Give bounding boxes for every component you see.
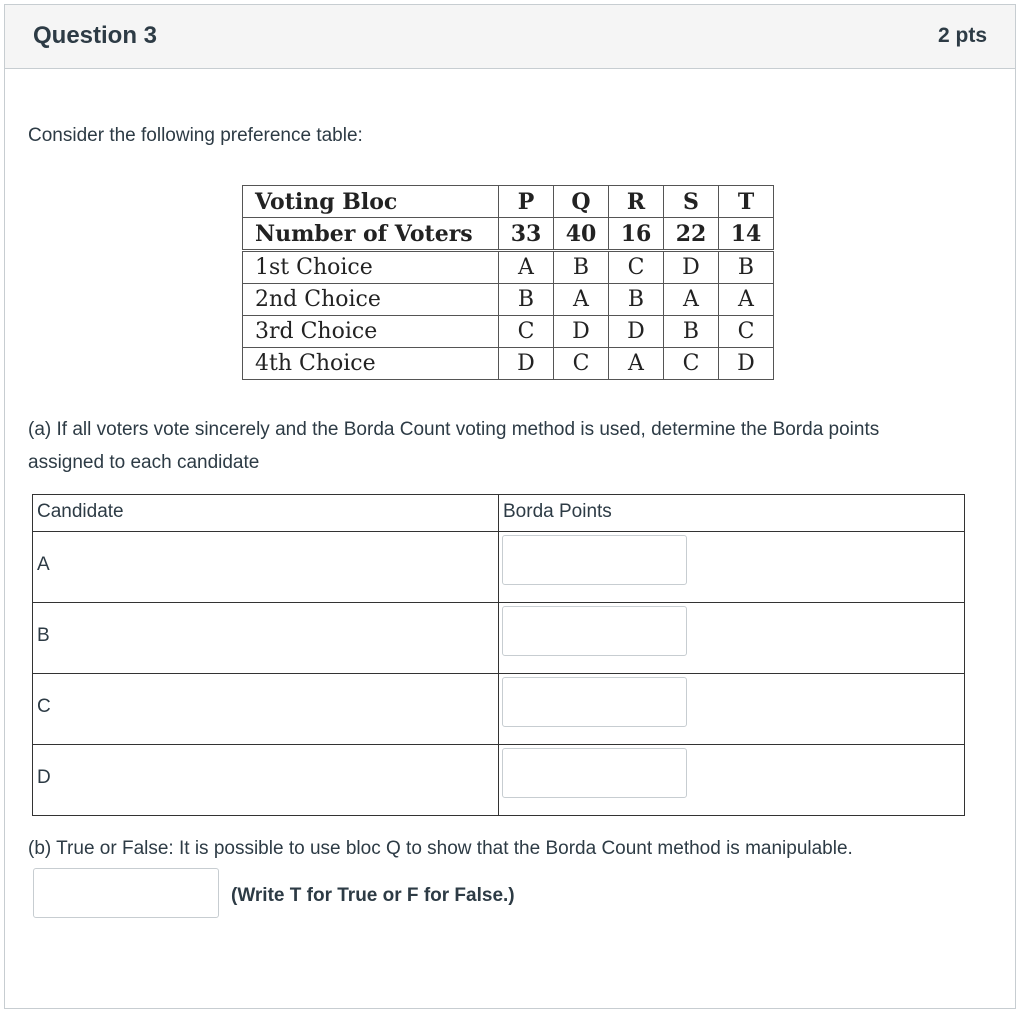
preference-table xyxy=(242,185,774,380)
answer-header-row xyxy=(33,495,965,532)
part-a-text: (a) If all voters vote sincerely and the Borda Count voting method is used, determine the Borda points assigned to each candidate xyxy=(28,419,880,473)
choice-cell: C xyxy=(499,316,554,348)
candidate-header: Candidate xyxy=(37,501,124,522)
bloc-q: Q xyxy=(554,186,609,218)
voters-row xyxy=(243,218,774,251)
choice-row-2 xyxy=(243,284,774,316)
true-false-note: (Write T for True or F for False.) xyxy=(231,885,515,906)
choice-row-4 xyxy=(243,348,774,380)
candidate-label: C xyxy=(37,696,51,717)
question-points: 2 pts xyxy=(937,24,987,47)
candidate-label: A xyxy=(37,554,50,575)
choice-label: 4th Choice xyxy=(243,348,499,380)
voters-header: Number of Voters xyxy=(243,218,499,251)
choice-cell: D xyxy=(499,348,554,380)
candidate-label: B xyxy=(37,625,50,646)
choice-label: 2nd Choice xyxy=(243,284,499,316)
choice-cell: C xyxy=(719,316,774,348)
candidate-label: D xyxy=(37,767,51,788)
choice-cell: A xyxy=(609,348,664,380)
voters-r: 16 xyxy=(609,218,664,251)
true-false-input[interactable] xyxy=(33,868,219,918)
borda-input-a[interactable] xyxy=(502,535,687,585)
voters-s: 22 xyxy=(664,218,719,251)
choice-cell: C xyxy=(609,251,664,284)
choice-cell: B xyxy=(719,251,774,284)
choice-cell: A xyxy=(664,284,719,316)
answer-row-d xyxy=(33,745,965,816)
choice-cell: D xyxy=(609,316,664,348)
question-header xyxy=(5,5,1015,69)
choice-cell: B xyxy=(554,251,609,284)
answer-row-a xyxy=(33,532,965,603)
choice-label: 1st Choice xyxy=(243,251,499,284)
choice-label: 3rd Choice xyxy=(243,316,499,348)
choice-cell: B xyxy=(609,284,664,316)
part-b-text: (b) True or False: It is possible to use bloc Q to show that the Borda Count method is manipulable. xyxy=(28,838,853,859)
borda-input-b[interactable] xyxy=(502,606,687,656)
bloc-header: Voting Bloc xyxy=(243,186,499,218)
choice-cell: D xyxy=(664,251,719,284)
choice-cell: B xyxy=(499,284,554,316)
choice-row-1 xyxy=(243,251,774,284)
voters-t: 14 xyxy=(719,218,774,251)
borda-input-d[interactable] xyxy=(502,748,687,798)
answer-row-c xyxy=(33,674,965,745)
choice-cell: A xyxy=(554,284,609,316)
borda-input-c[interactable] xyxy=(502,677,687,727)
bloc-t: T xyxy=(719,186,774,218)
choice-cell: B xyxy=(664,316,719,348)
voters-q: 40 xyxy=(554,218,609,251)
choice-cell: D xyxy=(719,348,774,380)
choice-row-3 xyxy=(243,316,774,348)
choice-cell: D xyxy=(554,316,609,348)
choice-cell: A xyxy=(499,251,554,284)
bloc-row xyxy=(243,186,774,218)
choice-cell: C xyxy=(664,348,719,380)
intro-text: Consider the following preference table: xyxy=(28,125,363,146)
question-title: Question 3 xyxy=(33,22,158,49)
choice-cell: A xyxy=(719,284,774,316)
bloc-s: S xyxy=(664,186,719,218)
answer-row-b xyxy=(33,603,965,674)
bloc-p: P xyxy=(499,186,554,218)
borda-answer-table xyxy=(32,494,965,816)
borda-points-header: Borda Points xyxy=(503,501,612,522)
choice-cell: C xyxy=(554,348,609,380)
voters-p: 33 xyxy=(499,218,554,251)
bloc-r: R xyxy=(609,186,664,218)
